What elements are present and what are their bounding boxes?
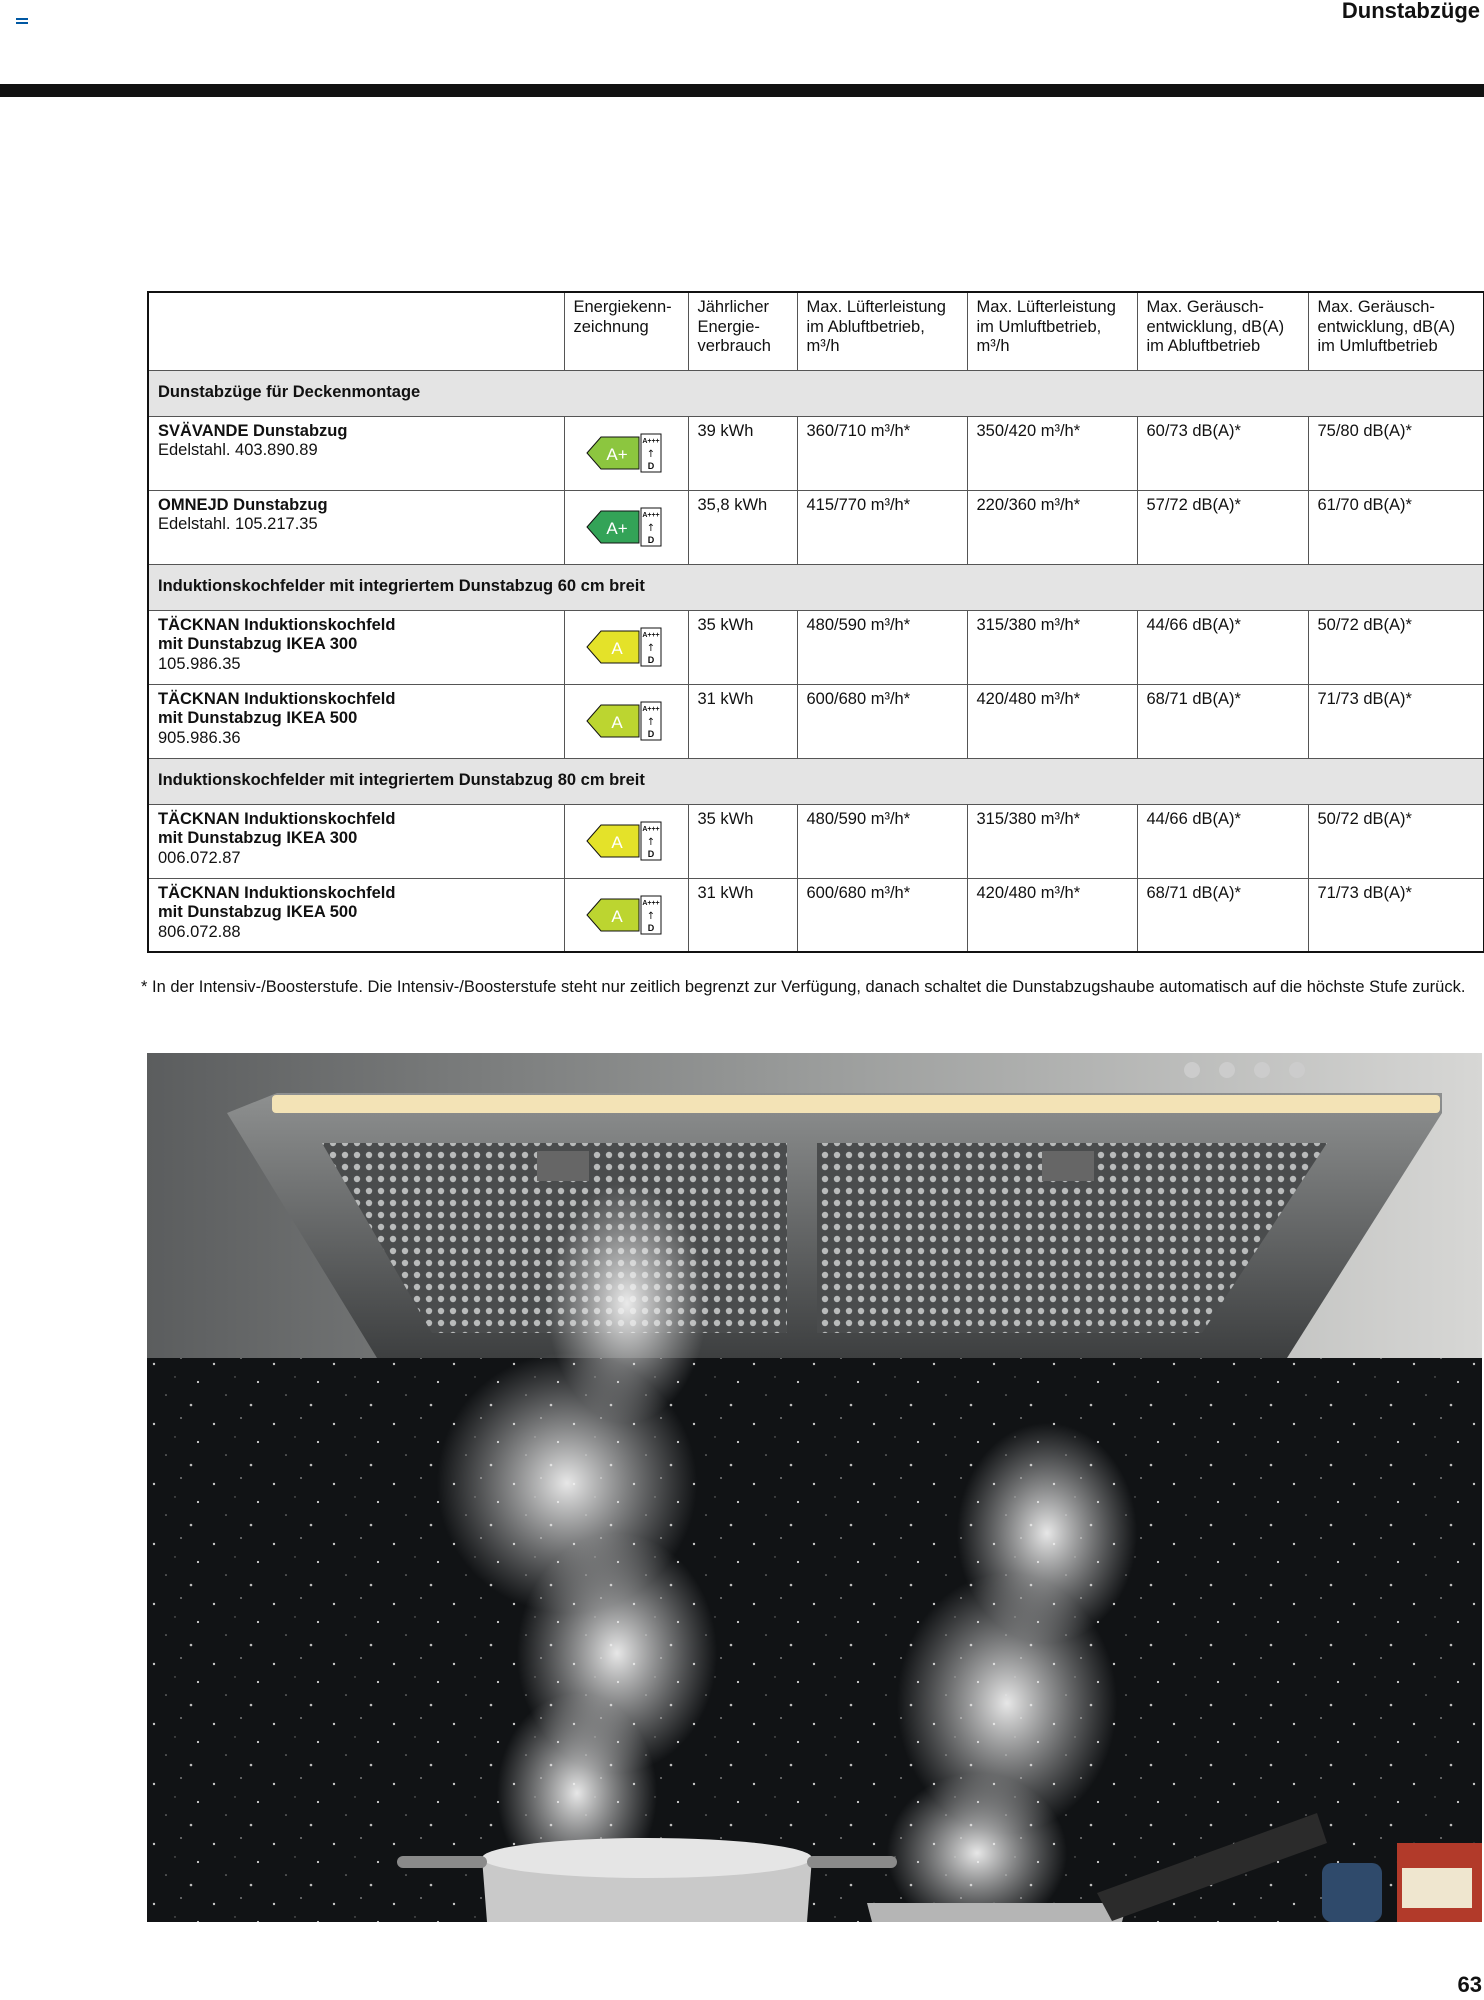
energy-class-text: A xyxy=(610,832,623,852)
page-title: Dunstabzüge xyxy=(1341,0,1480,23)
value-noise-recirc: 61/70 dB(A)* xyxy=(1308,490,1484,564)
value-energy: 35,8 kWh xyxy=(688,490,797,564)
scale-top-text: A+++ xyxy=(641,437,660,445)
value-air-exhaust: 600/680 m³/h* xyxy=(797,878,967,952)
column-header-label: Jährlicher Energie- verbrauch xyxy=(697,298,771,355)
section-title: Induktionskochfelder mit integriertem Dunstabzug 60 cm breit xyxy=(148,564,1484,610)
scale-bottom-text: D xyxy=(647,848,654,859)
energy-label-cell xyxy=(564,684,688,758)
scale-arrow-icon: ↑ xyxy=(646,716,655,728)
energy-label xyxy=(585,894,663,936)
spec-table xyxy=(147,291,1484,953)
product-name: SVÄVANDE Dunstabzug xyxy=(158,421,348,440)
value-noise-recirc: 71/73 dB(A)* xyxy=(1308,684,1484,758)
value-noise-exhaust: 60/73 dB(A)* xyxy=(1137,416,1308,490)
product-detail: mit Dunstabzug IKEA 500 xyxy=(158,903,358,921)
value-air-recirc: 420/480 m³/h* xyxy=(967,684,1137,758)
column-header-label: Max. Geräusch- entwicklung, dB(A) im Umluftbetrieb xyxy=(1317,298,1456,355)
scale-bottom-text: D xyxy=(647,460,654,471)
column-header-label: Max. Lüfterleistung im Abluftbetrieb, m³/h xyxy=(806,298,946,355)
column-header xyxy=(797,292,967,370)
value-energy: 31 kWh xyxy=(688,878,797,952)
value-noise-exhaust: 68/71 dB(A)* xyxy=(1137,878,1308,952)
scale-arrow-icon: ↑ xyxy=(646,910,655,922)
energy-label xyxy=(585,700,663,742)
product-detail: Edelstahl. 403.890.89 xyxy=(158,441,318,459)
energy-class-text: A+ xyxy=(605,518,628,538)
product-cell xyxy=(148,684,564,758)
menu-icon[interactable] xyxy=(16,18,28,28)
value-noise-exhaust: 44/66 dB(A)* xyxy=(1137,610,1308,684)
column-header xyxy=(688,292,797,370)
table-body xyxy=(148,370,1484,952)
product-detail: mit Dunstabzug IKEA 500 xyxy=(158,709,358,727)
value-air-exhaust: 360/710 m³/h* xyxy=(797,416,967,490)
column-header xyxy=(148,292,564,370)
column-header xyxy=(1137,292,1308,370)
value-noise-exhaust: 68/71 dB(A)* xyxy=(1137,684,1308,758)
energy-label-cell xyxy=(564,878,688,952)
energy-class-text: A xyxy=(610,906,623,926)
value-energy: 35 kWh xyxy=(688,804,797,878)
energy-label xyxy=(585,820,663,862)
column-header xyxy=(967,292,1137,370)
product-detail: Edelstahl. 105.217.35 xyxy=(158,515,318,533)
table-row xyxy=(148,804,1484,878)
product-cell xyxy=(148,490,564,564)
page-number: 63 xyxy=(1457,1972,1482,1997)
footnote: * In der Intensiv-/Boosterstufe. Die Intensiv-/Boosterstufe steht nur zeitlich begrenzt zur Verfügung, danach schaltet die Dunstabzugshaube automatisch auf die höchste Stufe zurück. xyxy=(141,978,1466,996)
product-detail: 806.072.88 xyxy=(158,922,241,941)
column-header xyxy=(1308,292,1484,370)
scale-bottom-text: D xyxy=(647,534,654,545)
energy-label-icon xyxy=(585,506,663,548)
energy-class-text: A+ xyxy=(605,444,628,464)
value-noise-recirc: 50/72 dB(A)* xyxy=(1308,610,1484,684)
energy-label-cell xyxy=(564,804,688,878)
column-header-label: Max. Lüfterleistung im Umluftbetrieb, m³/h xyxy=(976,298,1116,355)
value-energy: 35 kWh xyxy=(688,610,797,684)
section-row xyxy=(148,758,1484,804)
product-detail: 105.986.35 xyxy=(158,654,241,673)
scale-bottom-text: D xyxy=(647,654,654,665)
range-hood-photo xyxy=(147,1053,1482,1922)
scale-arrow-icon: ↑ xyxy=(646,448,655,460)
product-detail: mit Dunstabzug IKEA 300 xyxy=(158,635,358,653)
table-row xyxy=(148,610,1484,684)
energy-label xyxy=(585,506,663,548)
value-noise-recirc: 71/73 dB(A)* xyxy=(1308,878,1484,952)
product-cell xyxy=(148,804,564,878)
table-row xyxy=(148,878,1484,952)
product-name: TÄCKNAN Induktionskochfeld xyxy=(158,809,396,828)
value-air-recirc: 315/380 m³/h* xyxy=(967,610,1137,684)
energy-label xyxy=(585,432,663,474)
scale-arrow-icon: ↑ xyxy=(646,836,655,848)
value-air-exhaust: 480/590 m³/h* xyxy=(797,804,967,878)
section-row xyxy=(148,370,1484,416)
product-cell xyxy=(148,878,564,952)
value-energy: 39 kWh xyxy=(688,416,797,490)
value-noise-exhaust: 44/66 dB(A)* xyxy=(1137,804,1308,878)
product-detail: 006.072.87 xyxy=(158,848,241,867)
energy-label-cell xyxy=(564,490,688,564)
section-title: Induktionskochfelder mit integriertem Dunstabzug 80 cm breit xyxy=(148,758,1484,804)
product-detail: mit Dunstabzug IKEA 300 xyxy=(158,829,358,847)
energy-label-cell xyxy=(564,416,688,490)
header-divider xyxy=(0,84,1484,97)
energy-label-icon xyxy=(585,894,663,936)
value-air-recirc: 220/360 m³/h* xyxy=(967,490,1137,564)
product-cell xyxy=(148,610,564,684)
scale-bottom-text: D xyxy=(647,922,654,933)
column-header-label: Max. Geräusch- entwicklung, dB(A) im Abluftbetrieb xyxy=(1146,298,1285,355)
product-name: TÄCKNAN Induktionskochfeld xyxy=(158,689,396,708)
value-air-recirc: 350/420 m³/h* xyxy=(967,416,1137,490)
value-energy: 31 kWh xyxy=(688,684,797,758)
scale-top-text: A+++ xyxy=(641,705,660,713)
scale-bottom-text: D xyxy=(647,728,654,739)
value-noise-recirc: 50/72 dB(A)* xyxy=(1308,804,1484,878)
product-cell xyxy=(148,416,564,490)
value-air-exhaust: 415/770 m³/h* xyxy=(797,490,967,564)
scale-top-text: A+++ xyxy=(641,631,660,639)
product-detail: 905.986.36 xyxy=(158,728,241,747)
value-noise-exhaust: 57/72 dB(A)* xyxy=(1137,490,1308,564)
energy-label-icon xyxy=(585,432,663,474)
energy-label-icon xyxy=(585,700,663,742)
energy-class-text: A xyxy=(610,638,623,658)
product-name: OMNEJD Dunstabzug xyxy=(158,495,328,514)
table-row xyxy=(148,684,1484,758)
value-noise-recirc: 75/80 dB(A)* xyxy=(1308,416,1484,490)
column-header-label: Energiekenn- zeichnung xyxy=(573,298,672,336)
energy-label-icon xyxy=(585,820,663,862)
energy-label xyxy=(585,626,663,668)
column-header xyxy=(564,292,688,370)
section-row xyxy=(148,564,1484,610)
scale-top-text: A+++ xyxy=(641,511,660,519)
value-air-exhaust: 600/680 m³/h* xyxy=(797,684,967,758)
scale-arrow-icon: ↑ xyxy=(646,642,655,654)
value-air-recirc: 420/480 m³/h* xyxy=(967,878,1137,952)
energy-label-icon xyxy=(585,626,663,668)
scale-arrow-icon: ↑ xyxy=(646,522,655,534)
product-name: TÄCKNAN Induktionskochfeld xyxy=(158,615,396,634)
energy-class-text: A xyxy=(610,712,623,732)
value-air-exhaust: 480/590 m³/h* xyxy=(797,610,967,684)
table-row xyxy=(148,416,1484,490)
value-air-recirc: 315/380 m³/h* xyxy=(967,804,1137,878)
scale-top-text: A+++ xyxy=(641,899,660,907)
scale-top-text: A+++ xyxy=(641,825,660,833)
table-row xyxy=(148,490,1484,564)
section-title: Dunstabzüge für Deckenmontage xyxy=(148,370,1484,416)
product-name: TÄCKNAN Induktionskochfeld xyxy=(158,883,396,902)
table-header-row xyxy=(148,292,1484,370)
energy-label-cell xyxy=(564,610,688,684)
